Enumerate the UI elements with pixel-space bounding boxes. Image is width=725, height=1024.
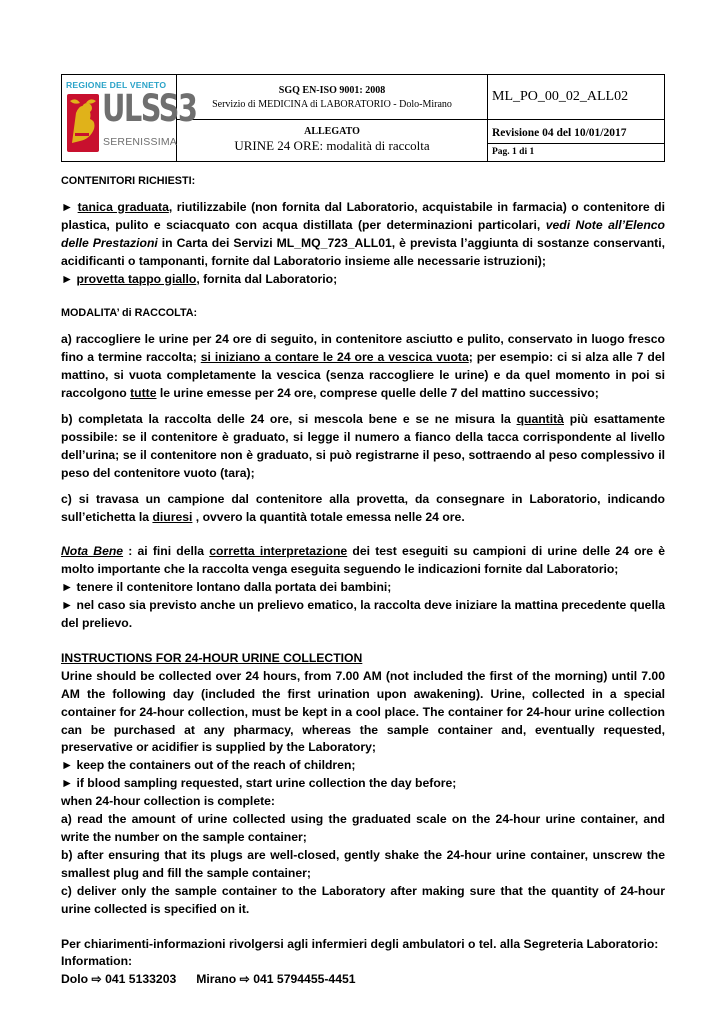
nota-bene-blood: ► nel caso sia previsto anche un prelievo ematico, la raccolta deve iniziare la mattina precedente quella del prelievo. — [61, 598, 665, 631]
document-header — [61, 74, 665, 162]
service-name: Servizio di MEDICINA di LABORATORIO - Dolo-Mirano — [212, 99, 452, 111]
bullet-icon: ► — [61, 199, 74, 214]
english-heading: INSTRUCTIONS FOR 24-HOUR URINE COLLECTION — [61, 650, 363, 665]
contact-info: Per chiarimenti-informazioni rivolgersi agli infermieri degli ambulatori o tel. alla Segreteria Laboratorio: — [61, 936, 659, 951]
step-a: a) raccogliere le urine per 24 ore di seguito, in contenitore asciutto e pulito, conservato in luogo fresco fino a termine raccolta; si iniziano a contare le 24 ore a vescica vuota; per esempio: ci si alza alle 7 del mattino, si vuota completamente la vescica (senza raccogliere le urine) e da quel momento in poi si raccolgono tutte le urine emesse per 24 ore, comprese quelle delle 7 del mattino successivo; — [61, 332, 665, 401]
nota-bene-children: ► tenere il contenitore lontano dalla portata dei bambini; — [61, 580, 392, 595]
phone-dolo[interactable]: 041 5133203 — [105, 972, 177, 987]
logo-subtitle: SERENISSIMA — [103, 136, 177, 148]
containers-heading: CONTENITORI RICHIESTI: — [61, 175, 196, 187]
header-service-cell — [177, 75, 488, 120]
sgq-label: SGQ EN-ISO 9001: 2008 — [278, 85, 386, 97]
logo-region-text: REGIONE DEL VENETO — [66, 80, 167, 90]
doc-title: URINE 24 ORE: modalità di raccolta — [234, 138, 430, 154]
method-heading: MODALITA’ di RACCOLTA: — [61, 307, 198, 320]
ulss3-logo — [62, 75, 197, 161]
logo-cell — [62, 75, 197, 162]
english-paragraph: Urine should be collected over 24 hours, from 7.00 AM (not included the first of the morning) until 7.00 AM the following day (included the first urination upon awakening). Urine, collected in a special container for 24-hour collection, must be kept in a cool place. The container for 24-hour urine collection can be purchased at any pharmacy, whereas the sample container and, eventually requested, preservative or acidifier is supplied by the Laboratory; — [61, 668, 665, 755]
document-body — [61, 173, 665, 989]
revision-cell — [488, 119, 665, 162]
english-line-children: ► keep the containers out of the reach of children; — [61, 758, 356, 773]
phone-numbers: Dolo ⇨ 041 5133203 Mirano ⇨ 041 5794455-4451 — [61, 972, 356, 987]
english-line-c: c) deliver only the sample container to the Laboratory after making sure that the quantity of 24-hour urine collected is specified on it. — [61, 883, 665, 916]
step-c: c) si travasa un campione dal contenitore alla provetta, da consegnare in Laboratorio, indicando sull’etichetta la diuresi , ovvero la quantità totale emessa nelle 24 ore. — [61, 491, 665, 524]
doc-code: ML_PO_00_02_ALL02 — [488, 75, 665, 120]
english-line-complete: when 24-hour collection is complete: — [61, 794, 275, 809]
arrow-right-icon: ⇨ — [239, 972, 250, 987]
container-item-tube: ► provetta tappo giallo, fornita dal Laboratorio; — [61, 271, 338, 286]
attachment-label: ALLEGATO — [304, 126, 360, 138]
logo-ulss3-text: ULSS3 — [102, 87, 197, 130]
container-item-tank: ► tanica graduata, riutilizzabile (non fornita dal Laboratorio, acquistabile in farmacia) o contenitore di plastica, pulito e sciacquato con acqua distillata (per determinazioni particolari, vedi Note all’Elenco delle Prestazioni in Carta dei Servizi ML_MQ_723_ALL01, è prevista l’aggiunta di sostanze conservanti, acidificanti o tamponanti, fornite dal Laboratorio insieme alle necessarie istruzioni); — [61, 199, 665, 268]
english-line-blood: ► if blood sampling requested, start urine collection the day before; — [61, 776, 457, 791]
contact-information-label: Information: — [61, 954, 133, 969]
page-number: Pag. 1 di 1 — [492, 147, 535, 158]
english-line-a: a) read the amount of urine collected using the graduated scale on the 24-hour urine container, and write the number on the sample container; — [61, 812, 665, 844]
phone-mirano[interactable]: 041 5794455-4451 — [253, 972, 356, 987]
nota-bene: Nota Bene : ai fini della corretta interpretazione dei test eseguiti su campioni di urine delle 24 ore è molto importante che la raccolta venga eseguita seguendo le indicazioni fornite dal Laboratorio; — [61, 544, 665, 577]
nota-bene-label: Nota Bene — [61, 544, 124, 559]
arrow-right-icon: ⇨ — [91, 972, 102, 987]
bullet-icon: ► — [61, 271, 74, 286]
step-b: b) completata la raccolta delle 24 ore, si mescola bene e se ne misura la quantità più esattamente possibile: se il contenitore è graduato, si legge il numero a fianco della tacca corrispondente al livello dell’urina; se il contenitore non è graduato, si può registrarne il peso, sottraendo al peso complessivo il peso del contenitore vuoto (tara); — [61, 411, 665, 480]
revision-text: Revisione 04 del 10/01/2017 — [488, 121, 664, 144]
header-title-cell — [177, 119, 488, 162]
lion-emblem-icon — [66, 93, 100, 155]
english-line-b: b) after ensuring that its plugs are well-closed, gently shake the 24-hour urine container, unscrew the smallest plug and fill the sample container; — [61, 847, 665, 880]
